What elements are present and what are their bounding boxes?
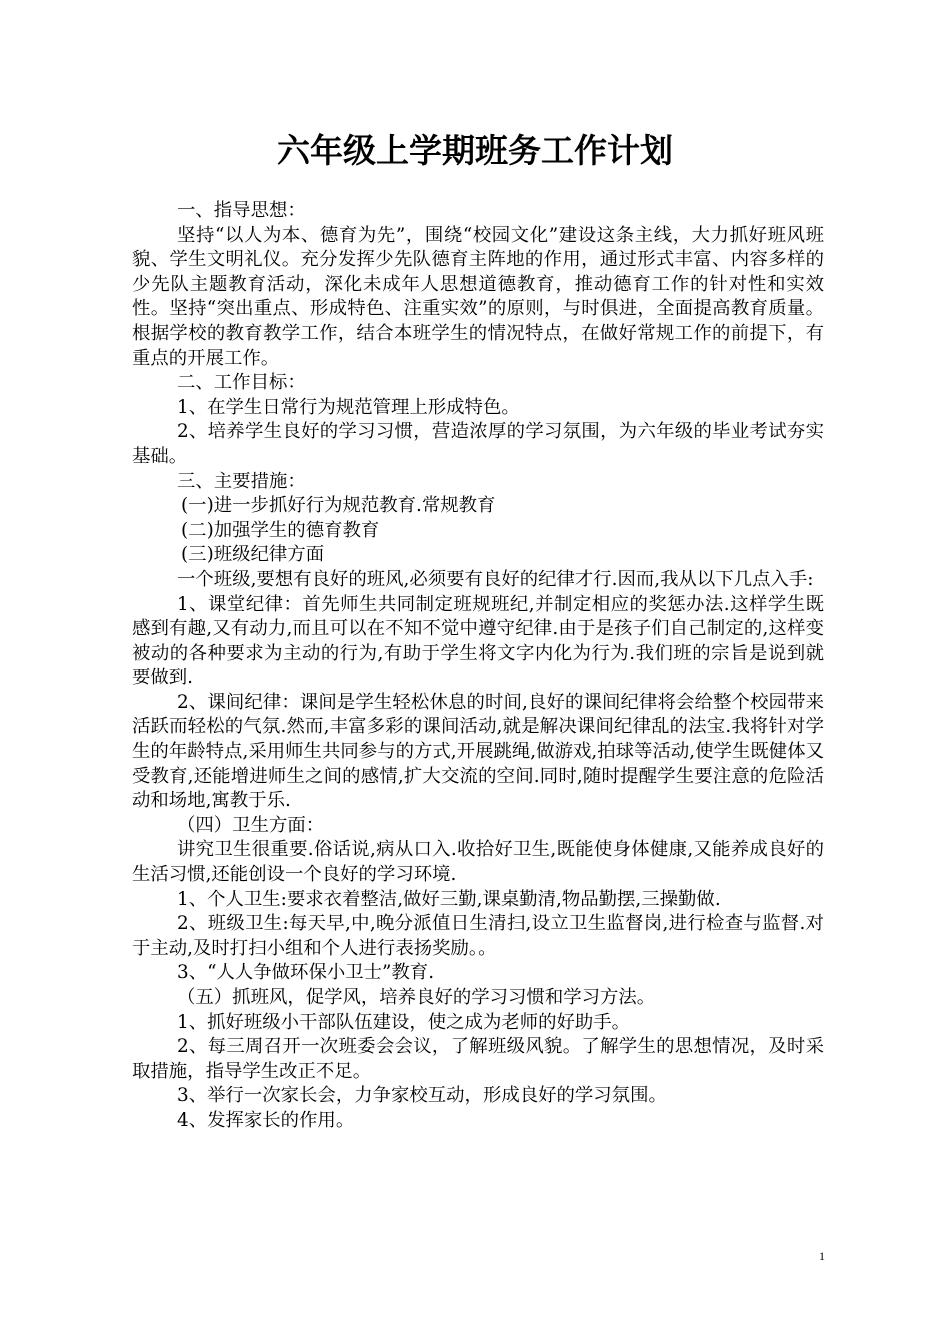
document-paragraph: （四）卫生方面：	[177, 814, 325, 836]
document-paragraph: 2、课间纪律：课间是学生轻松休息的时间,良好的课间纪律将会给整个校园带来活跃而轻松的气氛.然而,丰富多彩的课间活动,就是解决课间纪律乱的法宝.我将针对学生的年龄特点,采用师生共同参与的方式,开展跳绳,做游戏,拍球等活动,使学生既健体又受教育,还能增进师生之间的感情,扩大交流的空间.同时,随时提醒学生要注意的危险活动和场地,寓教于乐.	[132, 691, 824, 812]
document-paragraph: (一)进一步抓好行为规范教育.常规教育	[181, 495, 496, 517]
document-paragraph: 1、在学生日常行为规范管理上形成特色。	[177, 396, 520, 418]
document-paragraph: 2、培养学生良好的学习习惯，营造浓厚的学习氛围，为六年级的毕业考试夯实基础。	[132, 421, 824, 467]
document-title: 六年级上学期班务工作计划	[277, 131, 673, 170]
document-paragraph: 三、主要措施：	[177, 470, 306, 492]
document-paragraph: (二)加强学生的德育教育	[181, 519, 380, 541]
document-paragraph: 一、指导思想：	[177, 200, 306, 221]
document-paragraph: （五）抓班风，促学风，培养良好的学习习惯和学习方法。	[177, 987, 656, 1008]
document-paragraph: 2、班级卫生:每天早,中,晚分派值日生清扫,设立卫生监督岗,进行检查与监督.对于主动,及时打扫小组和个人进行表扬奖励。。	[132, 913, 824, 959]
document-paragraph: 2、每三周召开一次班委会会议，了解班级风貌。了解学生的思想情况，及时采取措施，指导学生改正不足。	[132, 1036, 824, 1082]
document-paragraph: 3、举行一次家长会，力争家校互动，形成良好的学习氛围。	[177, 1085, 667, 1107]
document-body	[132, 199, 824, 1134]
document-paragraph: 二、工作目标：	[177, 372, 306, 394]
document-paragraph: 1、抓好班级小干部队伍建设，使之成为老师的好助手。	[177, 1011, 631, 1033]
page-number: 1	[819, 1249, 825, 1263]
document-paragraph: 3、“人人争做环保小卫士”教育.	[177, 962, 435, 984]
document-paragraph: 坚持“以人为本、德育为先”，围绕“校园文化”建设这条主线，大力抓好班风班貌、学生文明礼仪。充分发挥少先队德育主阵地的作用，通过形式丰富、内容多样的少先队主题教育活动，深化未成年人思想道德教育，推动德育工作的针对性和实效性。坚持“突出重点、形成特色、注重实效”的原则，与时俱进，全面提高教育质量。根据学校的教育教学工作，结合本班学生的情况特点，在做好常规工作的前提下，有重点的开展工作。	[132, 224, 824, 369]
document-paragraph: 1、课堂纪律：首先师生共同制定班规班纪,并制定相应的奖惩办法.这样学生既感到有趣,又有动力,而且可以在不知不觉中遵守纪律.由于是孩子们自己制定的,这样变被动的各种要求为主动的行为,有助于学生将文字内化为行为.我们班的宗旨是说到就要做到.	[132, 593, 824, 689]
document-paragraph: 一个班级,要想有良好的班风,必须要有良好的纪律才行.因而,我从以下几点入手:	[177, 568, 814, 590]
document-paragraph: 讲究卫生很重要.俗话说,病从口入.收拾好卫生,既能使身体健康,又能养成良好的生活习惯,还能创设一个良好的学习环境.	[132, 839, 824, 886]
document-paragraph: (三)班级纪律方面	[181, 544, 325, 566]
document-paragraph: 1、个人卫生:要求衣着整洁,做好三勤,课桌勤清,物品勤摆,三操勤做.	[177, 888, 721, 910]
document-paragraph: 4、发挥家长的作用。	[177, 1109, 355, 1131]
